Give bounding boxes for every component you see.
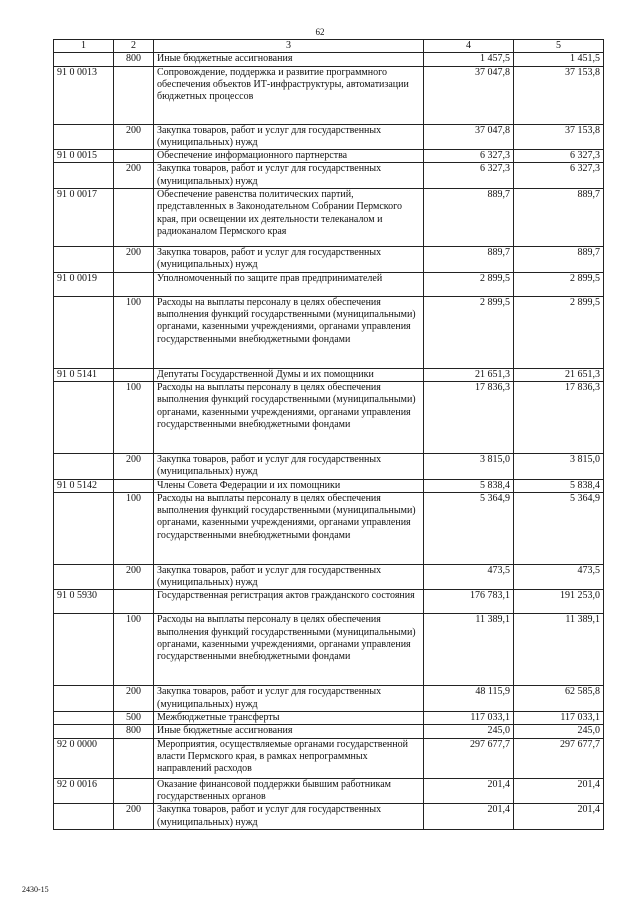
description-cell: Закупка товаров, работ и услуг для государственных (муниципальных) нужд (154, 453, 424, 479)
amount-2016-cell: 21 651,3 (424, 368, 514, 381)
amount-2017-cell: 889,7 (514, 189, 604, 247)
expense-type-cell (114, 738, 154, 778)
table-row (54, 479, 604, 492)
table-row (54, 738, 604, 778)
amount-2016-cell: 117 033,1 (424, 712, 514, 725)
table-row (54, 247, 604, 273)
table-row (54, 492, 604, 564)
code-cell (54, 725, 114, 738)
header-col-3: 3 (154, 40, 424, 53)
amount-2017-cell: 191 253,0 (514, 590, 604, 614)
amount-2016-cell: 48 115,9 (424, 686, 514, 712)
description-cell: Оказание финансовой поддержки бывшим работникам государственных органов (154, 778, 424, 804)
code-cell (54, 453, 114, 479)
code-cell: 91 0 5930 (54, 590, 114, 614)
code-cell (54, 163, 114, 189)
table-row (54, 163, 604, 189)
amount-2016-cell: 201,4 (424, 778, 514, 804)
code-cell (54, 614, 114, 686)
amount-2016-cell: 889,7 (424, 189, 514, 247)
amount-2016-cell: 5 364,9 (424, 492, 514, 564)
table-row (54, 453, 604, 479)
amount-2016-cell: 6 327,3 (424, 163, 514, 189)
description-cell: Расходы на выплаты персоналу в целях обеспечения выполнения функций государственными (муниципальными) органами, казенными учреждениями, органами управления государственными внебюджетными фондами (154, 296, 424, 368)
amount-2016-cell: 2 899,5 (424, 272, 514, 296)
amount-2017-cell: 117 033,1 (514, 712, 604, 725)
description-cell: Расходы на выплаты персоналу в целях обеспечения выполнения функций государственными (муниципальными) органами, казенными учреждениями, органами управления государственными внебюджетными фондами (154, 614, 424, 686)
amount-2017-cell: 2 899,5 (514, 296, 604, 368)
amount-2016-cell: 5 838,4 (424, 479, 514, 492)
amount-2016-cell: 2 899,5 (424, 296, 514, 368)
amount-2017-cell: 245,0 (514, 725, 604, 738)
expense-type-cell (114, 368, 154, 381)
table-row (54, 590, 604, 614)
code-cell (54, 564, 114, 590)
amount-2017-cell: 62 585,8 (514, 686, 604, 712)
footer-code: 2430-15 (22, 885, 49, 894)
description-cell: Сопровождение, поддержка и развитие программного обеспечения объектов ИТ-инфраструктуры, автоматизации бюджетных процессов (154, 66, 424, 124)
description-cell: Иные бюджетные ассигнования (154, 53, 424, 66)
amount-2016-cell: 889,7 (424, 247, 514, 273)
description-cell: Закупка товаров, работ и услуг для государственных (муниципальных) нужд (154, 564, 424, 590)
expense-type-cell: 100 (114, 614, 154, 686)
table-row (54, 712, 604, 725)
table-row (54, 614, 604, 686)
expense-type-cell (114, 189, 154, 247)
expense-type-cell (114, 66, 154, 124)
expense-type-cell: 200 (114, 686, 154, 712)
amount-2016-cell: 245,0 (424, 725, 514, 738)
table-row (54, 564, 604, 590)
code-cell (54, 53, 114, 66)
code-cell: 91 0 0017 (54, 189, 114, 247)
description-cell: Закупка товаров, работ и услуг для государственных (муниципальных) нужд (154, 247, 424, 273)
description-cell: Депутаты Государственной Думы и их помощники (154, 368, 424, 381)
code-cell (54, 296, 114, 368)
code-cell: 91 0 5142 (54, 479, 114, 492)
amount-2017-cell: 297 677,7 (514, 738, 604, 778)
amount-2017-cell: 2 899,5 (514, 272, 604, 296)
header-col-1: 1 (54, 40, 114, 53)
description-cell: Уполномоченный по защите прав предпринимателей (154, 272, 424, 296)
header-col-2: 2 (114, 40, 154, 53)
table-row (54, 368, 604, 381)
expense-type-cell: 500 (114, 712, 154, 725)
expense-type-cell (114, 272, 154, 296)
code-cell: 91 0 0019 (54, 272, 114, 296)
header-row (54, 40, 604, 53)
table-row (54, 778, 604, 804)
expense-type-cell: 100 (114, 492, 154, 564)
header-col-4: 4 (424, 40, 514, 53)
code-cell: 91 0 5141 (54, 368, 114, 381)
table-row (54, 53, 604, 66)
description-cell: Закупка товаров, работ и услуг для государственных (муниципальных) нужд (154, 124, 424, 150)
amount-2016-cell: 17 836,3 (424, 381, 514, 453)
table-row (54, 189, 604, 247)
amount-2017-cell: 5 364,9 (514, 492, 604, 564)
table-body (54, 53, 604, 830)
amount-2017-cell: 37 153,8 (514, 124, 604, 150)
amount-2016-cell: 37 047,8 (424, 124, 514, 150)
expense-type-cell: 200 (114, 247, 154, 273)
description-cell: Расходы на выплаты персоналу в целях обеспечения выполнения функций государственными (муниципальными) органами, казенными учреждениями, органами управления государственными внебюджетными фондами (154, 381, 424, 453)
code-cell (54, 247, 114, 273)
code-cell: 92 0 0016 (54, 778, 114, 804)
amount-2017-cell: 889,7 (514, 247, 604, 273)
expense-type-cell: 200 (114, 804, 154, 830)
description-cell: Обеспечение информационного партнерства (154, 150, 424, 163)
amount-2016-cell: 6 327,3 (424, 150, 514, 163)
amount-2017-cell: 37 153,8 (514, 66, 604, 124)
code-cell (54, 712, 114, 725)
code-cell (54, 686, 114, 712)
amount-2016-cell: 1 457,5 (424, 53, 514, 66)
description-cell: Закупка товаров, работ и услуг для государственных (муниципальных) нужд (154, 804, 424, 830)
expense-type-cell: 200 (114, 124, 154, 150)
table-row (54, 686, 604, 712)
description-cell: Мероприятия, осуществляемые органами государственной власти Пермского края, в рамках непрограммных направлений расходов (154, 738, 424, 778)
page-number: 62 (315, 27, 325, 37)
header-col-5: 5 (514, 40, 604, 53)
amount-2017-cell: 21 651,3 (514, 368, 604, 381)
code-cell (54, 492, 114, 564)
code-cell: 92 0 0000 (54, 738, 114, 778)
amount-2017-cell: 17 836,3 (514, 381, 604, 453)
table-row (54, 150, 604, 163)
expense-type-cell: 100 (114, 296, 154, 368)
expense-type-cell (114, 150, 154, 163)
amount-2016-cell: 37 047,8 (424, 66, 514, 124)
expense-type-cell: 200 (114, 163, 154, 189)
table-row (54, 272, 604, 296)
table-row (54, 381, 604, 453)
code-cell (54, 124, 114, 150)
table-row (54, 66, 604, 124)
amount-2016-cell: 11 389,1 (424, 614, 514, 686)
amount-2017-cell: 1 451,5 (514, 53, 604, 66)
amount-2016-cell: 201,4 (424, 804, 514, 830)
amount-2017-cell: 3 815,0 (514, 453, 604, 479)
expense-type-cell (114, 590, 154, 614)
expense-type-cell (114, 479, 154, 492)
code-cell (54, 804, 114, 830)
amount-2016-cell: 3 815,0 (424, 453, 514, 479)
amount-2017-cell: 201,4 (514, 778, 604, 804)
description-cell: Иные бюджетные ассигнования (154, 725, 424, 738)
expense-type-cell: 800 (114, 725, 154, 738)
table-row (54, 725, 604, 738)
amount-2017-cell: 6 327,3 (514, 150, 604, 163)
description-cell: Члены Совета Федерации и их помощники (154, 479, 424, 492)
amount-2017-cell: 201,4 (514, 804, 604, 830)
amount-2016-cell: 473,5 (424, 564, 514, 590)
amount-2017-cell: 11 389,1 (514, 614, 604, 686)
expense-type-cell: 200 (114, 564, 154, 590)
expense-type-cell: 800 (114, 53, 154, 66)
table-row (54, 804, 604, 830)
code-cell (54, 381, 114, 453)
description-cell: Закупка товаров, работ и услуг для государственных (муниципальных) нужд (154, 163, 424, 189)
amount-2017-cell: 6 327,3 (514, 163, 604, 189)
expense-type-cell: 100 (114, 381, 154, 453)
expense-type-cell: 200 (114, 453, 154, 479)
description-cell: Межбюджетные трансферты (154, 712, 424, 725)
expense-type-cell (114, 778, 154, 804)
description-cell: Государственная регистрация актов гражданского состояния (154, 590, 424, 614)
code-cell: 91 0 0015 (54, 150, 114, 163)
amount-2017-cell: 5 838,4 (514, 479, 604, 492)
code-cell: 91 0 0013 (54, 66, 114, 124)
table-row (54, 296, 604, 368)
description-cell: Обеспечение равенства политических партий, представленных в Законодательном Собрании Пермского края, при освещении их деятельности телеканалом и радиоканалом Пермского края (154, 189, 424, 247)
description-cell: Закупка товаров, работ и услуг для государственных (муниципальных) нужд (154, 686, 424, 712)
amount-2017-cell: 473,5 (514, 564, 604, 590)
budget-table (53, 39, 604, 830)
amount-2016-cell: 297 677,7 (424, 738, 514, 778)
table-row (54, 124, 604, 150)
description-cell: Расходы на выплаты персоналу в целях обеспечения выполнения функций государственными (муниципальными) органами, казенными учреждениями, органами управления государственными внебюджетными фондами (154, 492, 424, 564)
amount-2016-cell: 176 783,1 (424, 590, 514, 614)
